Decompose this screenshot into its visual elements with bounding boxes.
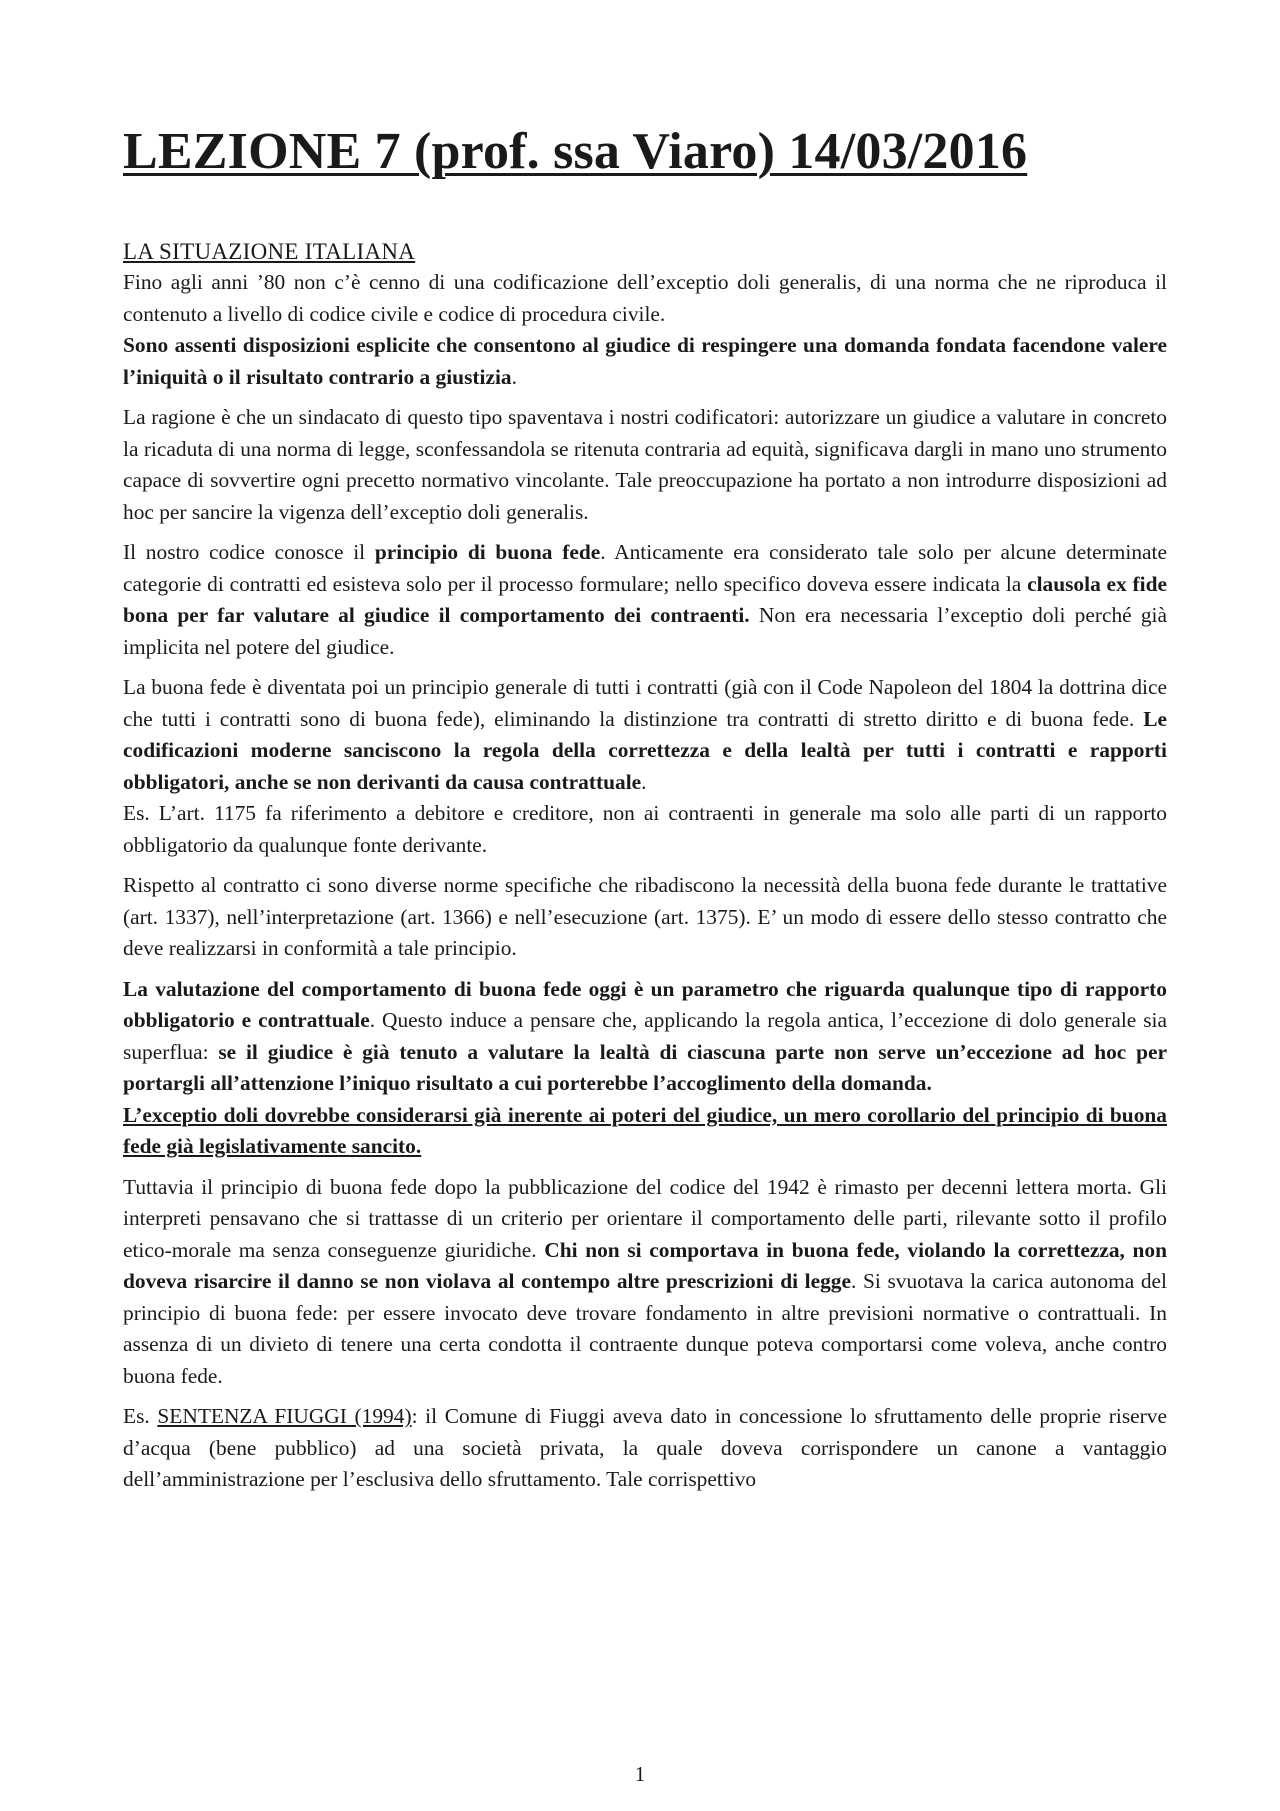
paragraph xyxy=(123,870,1167,965)
paragraph-text: Fino agli anni ’80 non c’è cenno di una codificazione dell’exceptio doli generalis, di una norma che ne riproduca il contenuto a livello di codice civile e codice di procedura civile. xyxy=(123,270,1167,326)
paragraph-text: . Anticamente era considerato tale solo per alcune determinate categorie di contratti ed esisteva solo per il processo formulare; nello specifico doveva essere indicata la xyxy=(123,540,1167,596)
paragraph-text: Es. xyxy=(123,1404,158,1428)
paragraph xyxy=(123,267,1167,330)
bold-text: clausola ex fide bona per far valutare al giudice il comportamento dei contraenti. xyxy=(123,571,1168,627)
paragraph xyxy=(123,1100,1167,1163)
bold-text: Chi non si comportava in buona fede, violando la correttezza, non doveva risarcire il danno se non violava al contempo altre prescrizioni di legge xyxy=(123,1237,1167,1293)
paragraph-text: . Si svuotava la carica autonoma del principio di buona fede: per essere invocato deve trovare fondamento in altre previsioni normative o contrattuali. In assenza di un divieto di tenere una certa condotta il contraente dunque poteva comportarsi come voleva, anche contro buona fede. xyxy=(123,1269,1167,1388)
page-title: LEZIONE 7 (prof. ssa Viaro) 14/03/2016 xyxy=(123,123,1028,180)
paragraph xyxy=(123,402,1167,528)
paragraph xyxy=(123,672,1167,798)
bold-underlined-text: L’exceptio doli dovrebbe considerarsi già inerente ai poteri del giudice, un mero corollario del principio di buona fede già legislativamente sancito. xyxy=(123,1102,1167,1158)
paragraph-text: Rispetto al contratto ci sono diverse norme specifiche che ribadiscono la necessità della buona fede durante le trattative (art. 1337), nell’interpretazione (art. 1366) e nell’esecuzione (art. 1375). E’ un modo di essere dello stesso contratto che deve realizzarsi in conformità a tale principio. xyxy=(123,873,1167,960)
document-body xyxy=(123,236,1167,1505)
paragraph xyxy=(123,1401,1167,1496)
paragraph xyxy=(123,537,1167,663)
paragraph-text: . xyxy=(641,769,647,794)
section-heading: LA SITUAZIONE ITALIANA xyxy=(123,239,416,264)
paragraph-text: La ragione è che un sindacato di questo tipo spaventava i nostri codificatori: autorizzare un giudice a valutare in concreto la ricaduta di una norma di legge, sconfessandola se ritenuta contraria ad equità, significava dargli in mano uno strumento capace di sovvertire ogni precetto normativo vincolante. Tale preoccupazione ha portato a non introdurre disposizioni ad hoc per sancire la vigenza dell’exceptio doli generalis. xyxy=(123,405,1167,524)
page-number: 1 xyxy=(634,1762,646,1786)
paragraph xyxy=(123,330,1167,393)
paragraph xyxy=(123,974,1167,1100)
paragraph-text: Non era necessaria l’exceptio doli perché già implicita nel potere del giudice. xyxy=(123,603,1167,659)
bold-text: Sono assenti disposizioni esplicite che consentono al giudice di respingere una domanda fondata facendone valere l’iniquità o il risultato contrario a giustizia xyxy=(123,333,1167,389)
paragraph-text: . xyxy=(511,364,517,389)
bold-text: se il giudice è già tenuto a valutare la lealtà di ciascuna parte non serve un’eccezione ad hoc per portargli all’attenzione l’iniquo risultato a cui porterebbe l’accoglimento della domanda. xyxy=(123,1039,1167,1095)
paragraph-text: Es. L’art. 1175 fa riferimento a debitore e creditore, non ai contraenti in generale ma solo alle parti di un rapporto obbligatorio da qualunque fonte derivante. xyxy=(123,801,1167,857)
paragraph xyxy=(123,1172,1167,1393)
paragraph-text: . Questo induce a pensare che, applicando la regola antica, l’eccezione di dolo generale sia superflua: xyxy=(123,1008,1167,1064)
bold-text: Le codificazioni moderne sanciscono la regola della correttezza e della lealtà per tutti i contratti e rapporti obbligatori, anche se non derivanti da causa contrattuale xyxy=(123,706,1167,794)
paragraph-text: : il Comune di Fiuggi aveva dato in concessione lo sfruttamento delle proprie riserve d’acqua (bene pubblico) ad una società privata, la quale doveva corrispondere un canone a vantaggio dell’amministrazione per l’esclusiva dello sfruttamento. Tale corrispettivo xyxy=(123,1404,1167,1491)
paragraph-text: La buona fede è diventata poi un principio generale di tutti i contratti (già con il Code Napoleon del 1804 la dottrina dice che tutti i contratti sono di buona fede), eliminando la distinzione tra contratti di stretto diritto e di buona fede. xyxy=(123,675,1167,731)
bold-text: La valutazione del comportamento di buona fede oggi è un parametro che riguarda qualunque tipo di rapporto obbligatorio e contrattuale xyxy=(123,976,1167,1032)
paragraph-text: Tuttavia il principio di buona fede dopo la pubblicazione del codice del 1942 è rimasto per decenni lettera morta. Gli interpreti pensavano che si trattasse di un criterio per orientare il comportamento delle parti, rilevante sotto il profilo etico-morale ma senza conseguenze giuridiche. xyxy=(123,1174,1167,1262)
paragraph-text: Il nostro codice conosce il xyxy=(123,540,375,564)
paragraph xyxy=(123,798,1167,861)
case-reference: SENTENZA FIUGGI (1994) xyxy=(157,1404,412,1428)
bold-text: principio di buona fede xyxy=(374,540,601,564)
